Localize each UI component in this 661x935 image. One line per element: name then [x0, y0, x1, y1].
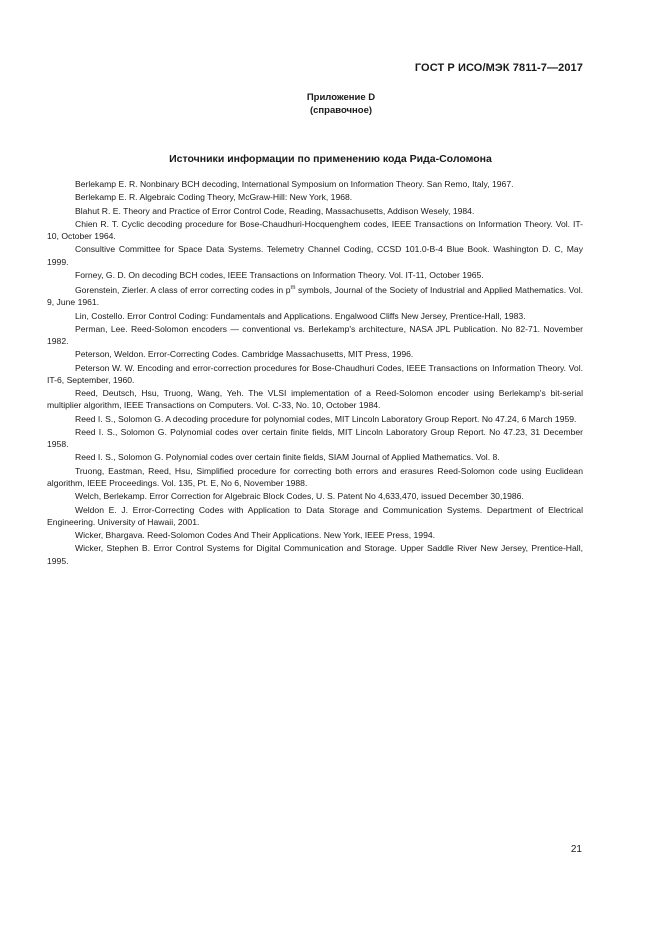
standard-designation: ГОСТ Р ИСО/МЭК 7811-7—2017: [414, 62, 583, 74]
superscript: m: [290, 285, 296, 292]
reference-item: Forney, G. D. On decoding BCH codes, IEEE Transactions on Information Theory. Vol. IT-11, October 1965.: [75, 269, 484, 280]
reference-item: Gorenstein, Zierler. A class of error correcting codes in $p^m$ symbols, Journal of the Society of Industrial and Applied Mathematics. Vol. 9, June 1961.: [47, 285, 584, 308]
reference-item: Reed, Deutsch, Hsu, Truong, Wang, Yeh. The VLSI implementation of a Reed-Solomon encoder using Berlekamp's bit-serial multiplier algorithm, IEEE Transactions on Computers. Vol. C-33, No. 10, October 1984.: [47, 388, 583, 411]
reference-item: Peterson, Weldon. Error-Correcting Codes. Cambridge Massachusetts, MIT Press, 1996.: [75, 349, 414, 360]
reference-item: Berlekamp E. R. Nonbinary BCH decoding, International Symposium on Information Theory. San Remo, Italy, 1967.: [75, 179, 514, 189]
reference-item: Wicker, Stephen B. Error Control Systems for Digital Communication and Storage. Upper Saddle River New Jersey, Prentice-Hall, 1995.: [47, 543, 583, 566]
annex-subtitle: (справочное): [309, 105, 373, 116]
annex-title: Приложение D: [306, 92, 376, 103]
page-number: 21: [570, 844, 582, 855]
annex-heading: [0, 91, 661, 117]
reference-item: Reed I. S., Solomon G. Polynomial codes over certain finite fields, SIAM Journal of Applied Mathematics. Vol. 8.: [75, 452, 500, 463]
reference-item: Blahut R. E. Theory and Practice of Error Control Code, Reading, Massachusetts, Addison Wesely, 1984.: [75, 205, 475, 216]
reference-item: Wicker, Bhargava. Reed-Solomon Codes And Their Applications. New York, IEEE Press, 1994.: [75, 530, 436, 541]
reference-item: Welch, Berlekamp. Error Correction for Algebraic Block Codes, U. S. Patent No 4,633,470, issued December 30,1986.: [75, 491, 524, 502]
reference-item: Reed I. S., Solomon G. A decoding procedure for polynomial codes, MIT Lincoln Laboratory Group Report. No 47.24, 6 March 1959.: [75, 413, 577, 424]
reference-item: Lin, Costello. Error Control Coding: Fundamentals and Applications. Engalwood Cliffs New Jersey, Prentice-Hall, 1983.: [75, 310, 526, 321]
reference-item: Peterson W. W. Encoding and error-correction procedures for Bose-Chaudhuri Codes, IEEE Transactions on Information Theory. Vol. IT-6, September, 1960.: [47, 362, 583, 385]
reference-item: Consultive Committee for Space Data Systems. Telemetry Channel Coding, CCSD 101.0-B-4 Blue Book. Washington D. C, May 1999.: [47, 244, 583, 267]
reference-item: Berlekamp E. R. Algebraic Coding Theory, McGraw-Hill: New York, 1968.: [75, 192, 353, 203]
reference-item: Reed I. S., Solomon G. Polynomial codes over certain finite fields, MIT Lincoln Laboratory Group Report. No 47.23, 31 December 1958.: [47, 426, 583, 450]
section-title: Источники информации по применению кода Рида-Соломона: [169, 153, 492, 165]
reference-item: Weldon E. J. Error-Correcting Codes with Application to Data Storage and Communication Systems. Department of Electrical Engineering. University of Hawaii, 2001.: [47, 504, 583, 527]
reference-list: [47, 178, 583, 568]
reference-item: Perman, Lee. Reed-Solomon encoders — conventional vs. Berlekamp's architecture, NASA JPL Publication. No 82-71. November 1982.: [47, 323, 583, 347]
reference-item: Chien R. T. Cyclic decoding procedure for Bose-Chaudhuri-Hocquenghem codes, IEEE Transactions on Information Theory. Vol. IT-10, October 1964.: [47, 218, 583, 242]
reference-item: Truong, Eastman, Reed, Hsu, Simplified procedure for correcting both errors and erasures Reed-Solomon code using Euclidean algorithm, IEEE Proceedings. Vol. 135, Pt. E, No 6, November 1988.: [47, 465, 583, 488]
